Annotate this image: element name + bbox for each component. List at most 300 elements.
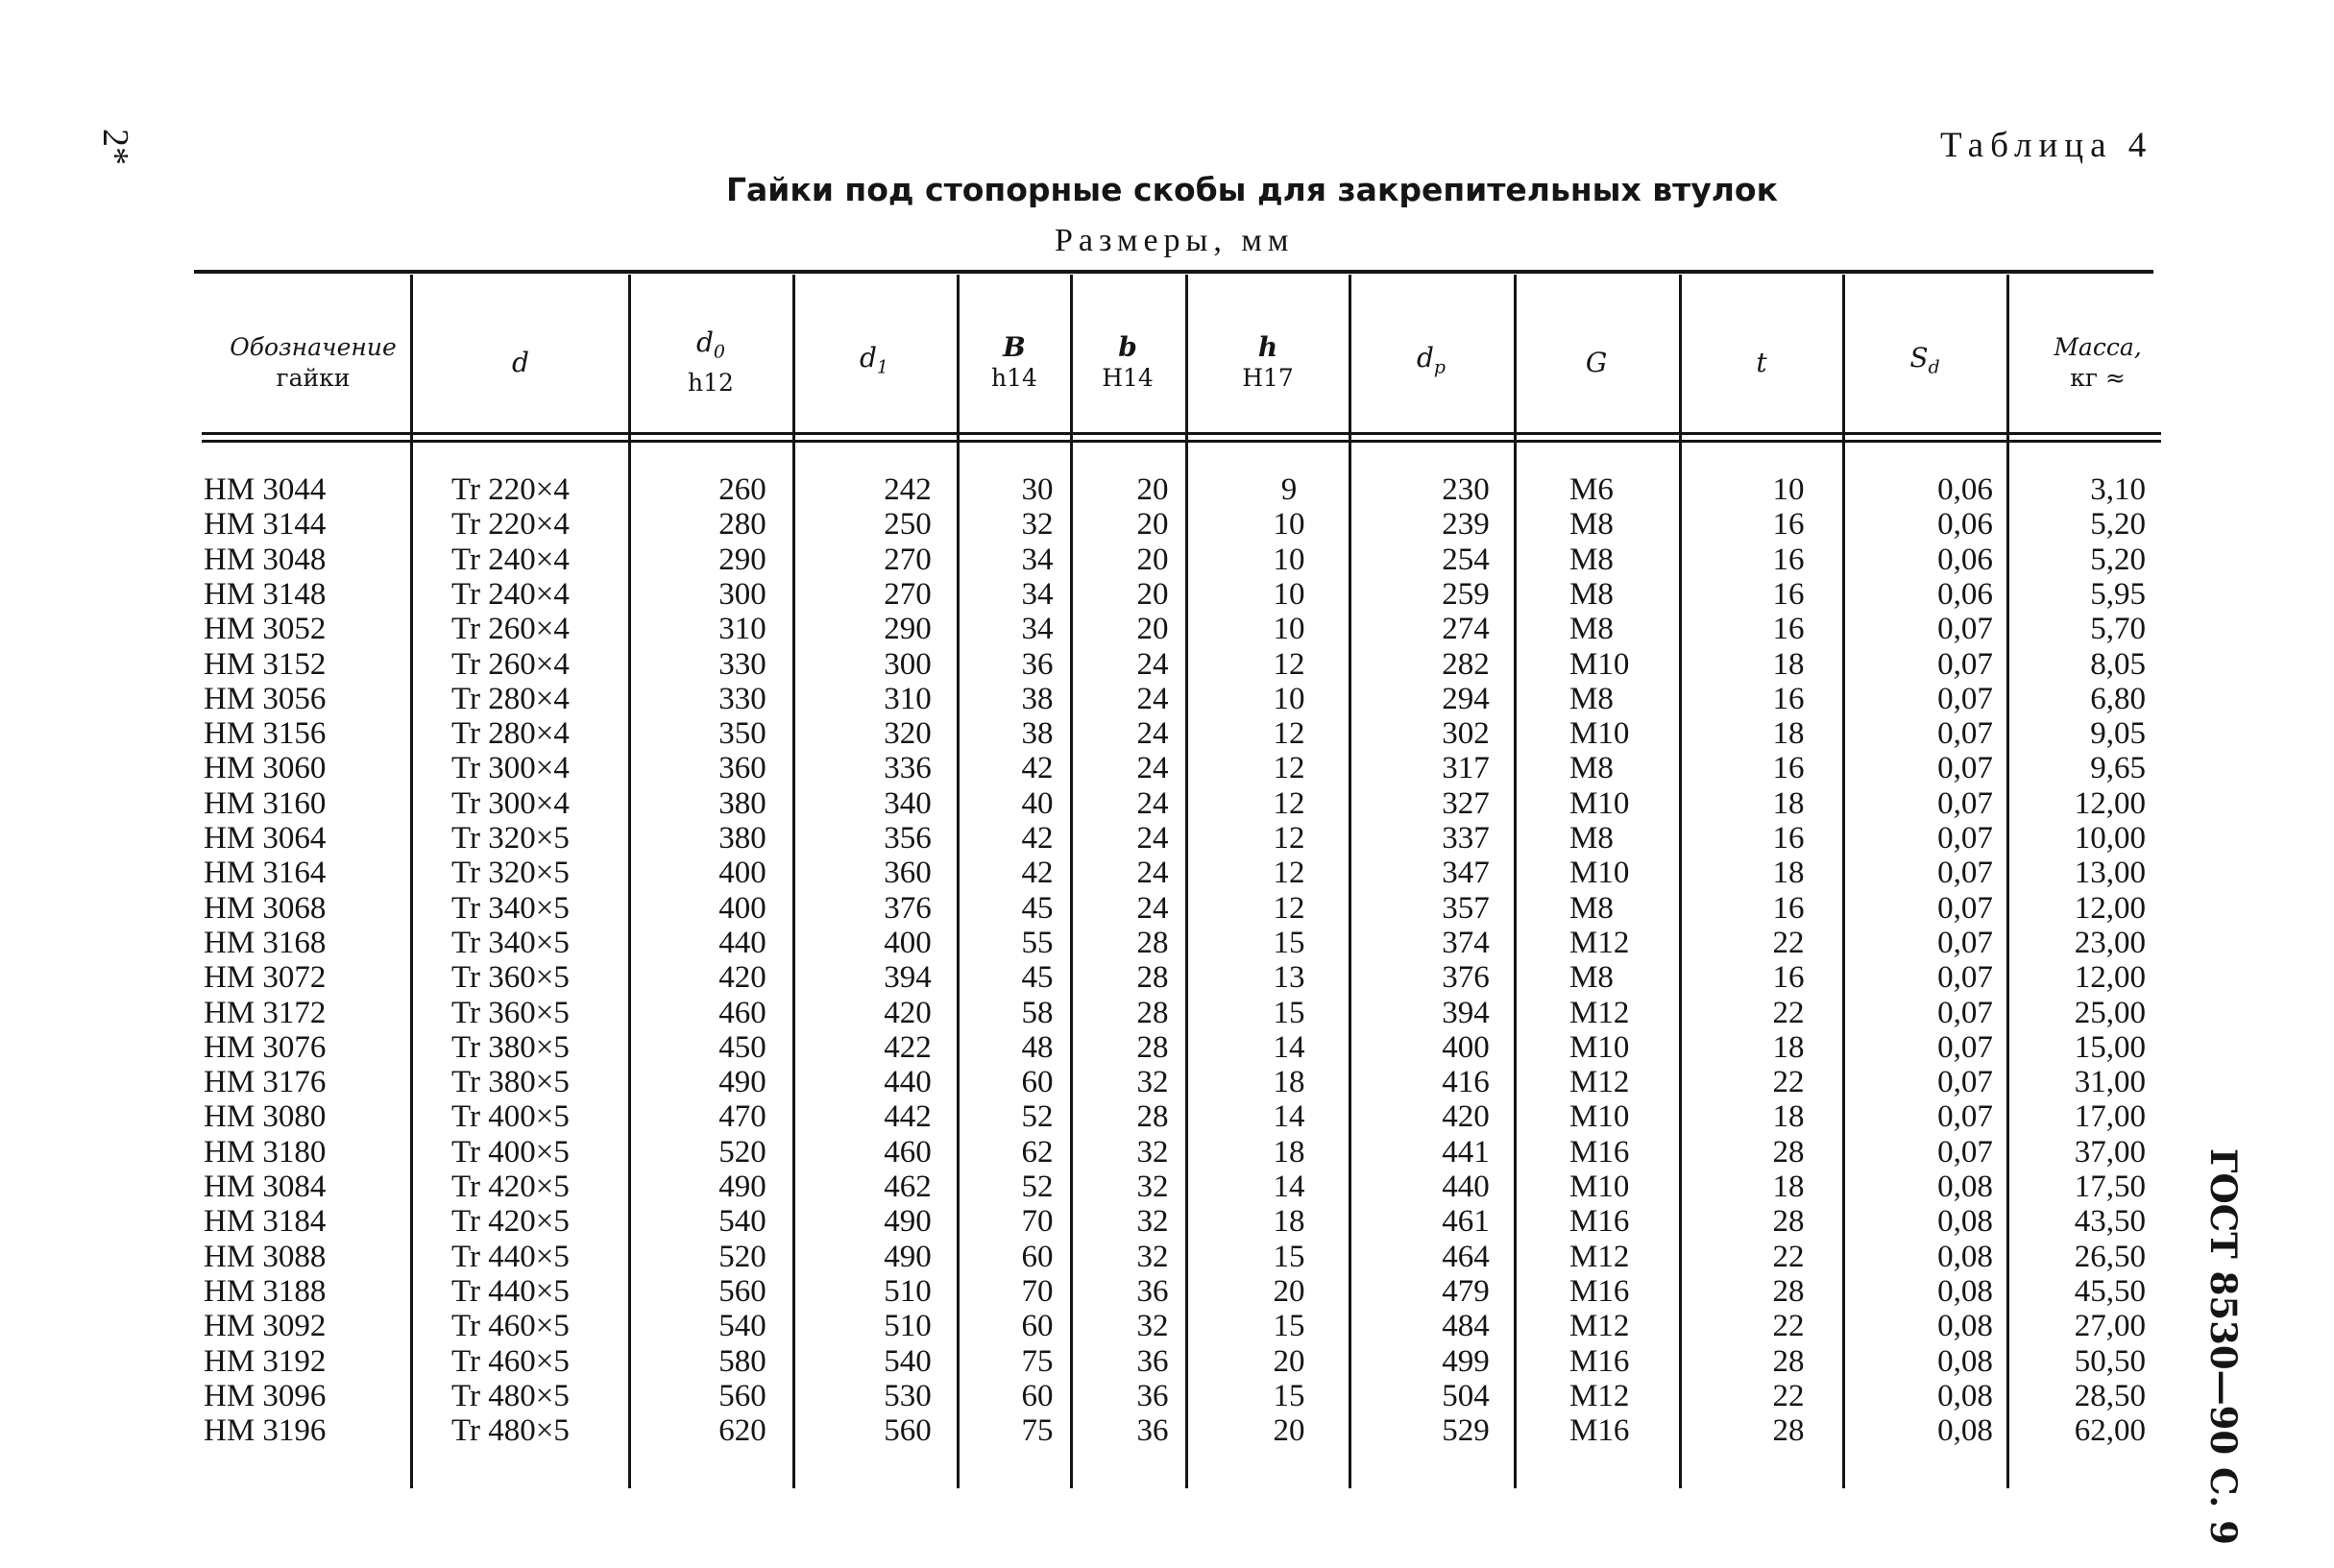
cell-B: 70 <box>1021 1204 1054 1240</box>
cell-mass: 5,95 <box>2090 576 2146 612</box>
cell-thread: Tr 300×4 <box>451 751 570 786</box>
cell-G: M12 <box>1569 1378 1630 1413</box>
cell-mass: 62,00 <box>2074 1413 2146 1449</box>
cell-mass: 50,50 <box>2074 1343 2146 1379</box>
cell-t: 16 <box>1772 507 1805 543</box>
units-caption: Размеры, мм <box>1055 223 1295 258</box>
cell-dp: 376 <box>1442 960 1490 996</box>
cell-thread: Tr 420×5 <box>451 1170 570 1204</box>
cell-Sd: 0,06 <box>1937 472 1993 507</box>
cell-d0: 300 <box>718 576 766 612</box>
cell-B: 45 <box>1021 960 1054 996</box>
cell-G: M6 <box>1569 472 1614 507</box>
cell-b: 28 <box>1136 1029 1169 1065</box>
table-number: Таблица 4 <box>1940 126 2153 165</box>
cell-B: 36 <box>1021 646 1054 682</box>
cell-mass: 5,70 <box>2090 612 2146 647</box>
cell-thread: Tr 440×5 <box>451 1239 570 1274</box>
header-rule-upper <box>202 432 2161 435</box>
cell-Sd: 0,07 <box>1937 890 1993 926</box>
cell-h: 12 <box>1273 646 1305 682</box>
cell-d0: 330 <box>718 681 766 716</box>
cell-Sd: 0,08 <box>1937 1413 1993 1449</box>
cell-dp: 461 <box>1442 1204 1490 1240</box>
cell-G: M10 <box>1569 1029 1630 1065</box>
header-thread <box>415 323 626 403</box>
cell-d0: 290 <box>718 542 766 577</box>
cell-Sd: 0,07 <box>1937 681 1993 716</box>
cell-Sd: 0,07 <box>1937 856 1993 891</box>
cell-d0: 520 <box>718 1239 766 1274</box>
cell-G: M10 <box>1569 1170 1630 1204</box>
cell-G: M8 <box>1569 542 1614 577</box>
cell-t: 28 <box>1772 1134 1805 1170</box>
cell-G: M10 <box>1569 856 1630 891</box>
cell-d0: 420 <box>718 960 766 996</box>
cell-h: 12 <box>1273 785 1305 821</box>
cell-t: 18 <box>1772 1099 1805 1135</box>
cell-thread: Tr 420×5 <box>451 1204 570 1240</box>
cell-Sd: 0,07 <box>1937 1134 1993 1170</box>
cell-mass: 15,00 <box>2074 1029 2146 1065</box>
cell-h: 12 <box>1273 890 1305 926</box>
cell-B: 52 <box>1021 1099 1054 1135</box>
cell-t: 28 <box>1772 1204 1805 1240</box>
cell-Sd: 0,08 <box>1937 1343 1993 1379</box>
cell-designation: НМ 3144 <box>204 507 327 543</box>
header-label: b <box>1118 331 1137 363</box>
cell-dp: 400 <box>1442 1029 1490 1065</box>
cell-B: 60 <box>1021 1239 1054 1274</box>
cell-d1: 420 <box>884 995 932 1030</box>
cell-t: 28 <box>1772 1343 1805 1379</box>
cell-B: 60 <box>1021 1378 1054 1413</box>
cell-dp: 357 <box>1442 890 1490 926</box>
cell-thread: Tr 340×5 <box>451 925 570 960</box>
cell-t: 18 <box>1772 716 1805 752</box>
cell-h: 14 <box>1273 1099 1305 1135</box>
cell-G: M12 <box>1569 1065 1630 1100</box>
cell-Sd: 0,07 <box>1937 1029 1993 1065</box>
header-label: d <box>1416 342 1434 374</box>
cell-G: M8 <box>1569 821 1614 856</box>
header-label: h <box>1257 331 1278 363</box>
header-label: Обозначение <box>230 333 397 361</box>
column-divider <box>628 275 631 1488</box>
cell-G: M16 <box>1569 1273 1630 1309</box>
cell-d1: 560 <box>884 1413 932 1449</box>
cell-thread: Tr 400×5 <box>451 1134 570 1170</box>
cell-mass: 23,00 <box>2074 925 2146 960</box>
cell-h: 12 <box>1273 856 1305 891</box>
cell-thread: Tr 480×5 <box>451 1413 570 1449</box>
cell-thread: Tr 240×4 <box>451 542 570 577</box>
cell-t: 22 <box>1772 925 1805 960</box>
cell-b: 20 <box>1136 542 1169 577</box>
cell-dp: 259 <box>1442 576 1490 612</box>
header-label: d <box>695 326 714 359</box>
cell-b: 24 <box>1136 716 1169 752</box>
cell-G: M8 <box>1569 681 1614 716</box>
cell-b: 24 <box>1136 751 1169 786</box>
cell-d0: 330 <box>718 646 766 682</box>
cell-Sd: 0,07 <box>1937 1065 1993 1100</box>
cell-B: 42 <box>1021 856 1054 891</box>
column-divider <box>410 275 413 1488</box>
header-designation <box>207 323 419 403</box>
cell-d0: 380 <box>718 821 766 856</box>
cell-designation: НМ 3072 <box>204 960 327 996</box>
header-sublabel: кг ≈ <box>2070 364 2126 392</box>
cell-h: 18 <box>1273 1204 1305 1240</box>
cell-Sd: 0,07 <box>1937 960 1993 996</box>
cell-designation: НМ 3080 <box>204 1099 327 1135</box>
header-label: Масса, <box>2054 333 2142 361</box>
cell-B: 42 <box>1021 751 1054 786</box>
header-sublabel: гайки <box>276 364 351 392</box>
cell-b: 36 <box>1136 1273 1169 1309</box>
cell-t: 28 <box>1772 1273 1805 1309</box>
cell-t: 18 <box>1772 1029 1805 1065</box>
cell-d0: 490 <box>718 1065 766 1100</box>
cell-thread: Tr 360×5 <box>451 960 570 996</box>
cell-thread: Tr 220×4 <box>451 507 570 543</box>
cell-d1: 310 <box>884 681 932 716</box>
cell-G: M16 <box>1569 1204 1630 1240</box>
cell-mass: 6,80 <box>2090 681 2146 716</box>
cell-Sd: 0,07 <box>1937 995 1993 1030</box>
cell-dp: 499 <box>1442 1343 1490 1379</box>
cell-thread: Tr 260×4 <box>451 646 570 682</box>
cell-h: 15 <box>1273 1378 1305 1413</box>
cell-B: 75 <box>1021 1413 1054 1449</box>
cell-t: 22 <box>1772 1309 1805 1344</box>
cell-d1: 394 <box>884 960 932 996</box>
cell-B: 60 <box>1021 1309 1054 1344</box>
cell-designation: НМ 3196 <box>204 1413 327 1449</box>
cell-B: 34 <box>1021 576 1054 612</box>
cell-d0: 490 <box>718 1170 766 1204</box>
cell-h: 18 <box>1273 1065 1305 1100</box>
cell-mass: 28,50 <box>2074 1378 2146 1413</box>
cell-t: 22 <box>1772 1378 1805 1413</box>
cell-h: 9 <box>1280 472 1298 507</box>
cell-d0: 360 <box>718 751 766 786</box>
cell-designation: НМ 3056 <box>204 681 327 716</box>
cell-B: 62 <box>1021 1134 1054 1170</box>
cell-d0: 540 <box>718 1309 766 1344</box>
cell-designation: НМ 3060 <box>204 751 327 786</box>
cell-t: 18 <box>1772 646 1805 682</box>
cell-dp: 394 <box>1442 995 1490 1030</box>
cell-t: 16 <box>1772 890 1805 926</box>
header-sublabel: h14 <box>991 364 1037 392</box>
cell-mass: 5,20 <box>2090 542 2146 577</box>
cell-thread: Tr 300×4 <box>451 785 570 821</box>
cell-b: 28 <box>1136 960 1169 996</box>
cell-B: 70 <box>1021 1273 1054 1309</box>
cell-Sd: 0,07 <box>1937 716 1993 752</box>
standard-side-label: ГОСТ 8530—90 С. 9 <box>2202 1148 2245 1545</box>
cell-b: 20 <box>1136 612 1169 647</box>
cell-mass: 27,00 <box>2074 1309 2146 1344</box>
cell-thread: Tr 440×5 <box>451 1273 570 1309</box>
cell-h: 10 <box>1273 612 1305 647</box>
cell-h: 13 <box>1273 960 1305 996</box>
cell-mass: 17,00 <box>2074 1099 2146 1135</box>
cell-designation: НМ 3160 <box>204 785 327 821</box>
cell-thread: Tr 340×5 <box>451 890 570 926</box>
cell-G: M12 <box>1569 925 1630 960</box>
cell-b: 24 <box>1136 856 1169 891</box>
cell-t: 16 <box>1772 681 1805 716</box>
cell-t: 10 <box>1772 472 1805 507</box>
cell-b: 36 <box>1136 1378 1169 1413</box>
cell-b: 36 <box>1136 1413 1169 1449</box>
cell-designation: НМ 3176 <box>204 1065 327 1100</box>
cell-G: M8 <box>1569 612 1614 647</box>
cell-designation: НМ 3068 <box>204 890 327 926</box>
cell-dp: 317 <box>1442 751 1490 786</box>
cell-dp: 230 <box>1442 472 1490 507</box>
cell-G: M10 <box>1569 1099 1630 1135</box>
cell-thread: Tr 400×5 <box>451 1099 570 1135</box>
cell-thread: Tr 240×4 <box>451 576 570 612</box>
cell-G: M10 <box>1569 785 1630 821</box>
cell-B: 40 <box>1021 785 1054 821</box>
cell-d0: 380 <box>718 785 766 821</box>
cell-t: 18 <box>1772 785 1805 821</box>
cell-h: 10 <box>1273 507 1305 543</box>
cell-dp: 294 <box>1442 681 1490 716</box>
cell-d0: 440 <box>718 925 766 960</box>
cell-b: 24 <box>1136 646 1169 682</box>
cell-dp: 484 <box>1442 1309 1490 1344</box>
cell-designation: НМ 3184 <box>204 1204 327 1240</box>
cell-h: 20 <box>1273 1273 1305 1309</box>
header-subscript: 1 <box>876 356 889 378</box>
cell-d0: 260 <box>718 472 766 507</box>
cell-B: 42 <box>1021 821 1054 856</box>
cell-d0: 280 <box>718 507 766 543</box>
cell-Sd: 0,07 <box>1937 785 1993 821</box>
cell-dp: 529 <box>1442 1413 1490 1449</box>
cell-b: 32 <box>1136 1134 1169 1170</box>
header-label: t <box>1756 347 1767 378</box>
cell-G: M8 <box>1569 507 1614 543</box>
cell-G: M10 <box>1569 716 1630 752</box>
cell-Sd: 0,08 <box>1937 1273 1993 1309</box>
cell-mass: 12,00 <box>2074 890 2146 926</box>
cell-mass: 17,50 <box>2074 1170 2146 1204</box>
cell-h: 15 <box>1273 995 1305 1030</box>
cell-t: 28 <box>1772 1413 1805 1449</box>
cell-G: M12 <box>1569 995 1630 1030</box>
cell-d1: 270 <box>884 576 932 612</box>
cell-dp: 464 <box>1442 1239 1490 1274</box>
cell-d1: 440 <box>884 1065 932 1100</box>
cell-t: 22 <box>1772 1239 1805 1274</box>
cell-h: 12 <box>1273 821 1305 856</box>
cell-thread: Tr 460×5 <box>451 1343 570 1379</box>
cell-Sd: 0,07 <box>1937 612 1993 647</box>
cell-B: 75 <box>1021 1343 1054 1379</box>
cell-h: 15 <box>1273 925 1305 960</box>
cell-designation: НМ 3168 <box>204 925 327 960</box>
header-subscript: d <box>1928 356 1940 378</box>
cell-b: 24 <box>1136 681 1169 716</box>
header-subscript: p <box>1433 356 1447 378</box>
cell-d1: 360 <box>884 856 932 891</box>
cell-G: M16 <box>1569 1413 1630 1449</box>
cell-mass: 12,00 <box>2074 960 2146 996</box>
cell-designation: НМ 3048 <box>204 542 327 577</box>
cell-designation: НМ 3044 <box>204 472 327 507</box>
cell-designation: НМ 3192 <box>204 1343 327 1379</box>
cell-designation: НМ 3088 <box>204 1239 327 1274</box>
cell-thread: Tr 380×5 <box>451 1065 570 1100</box>
cell-mass: 13,00 <box>2074 856 2146 891</box>
cell-d1: 490 <box>884 1204 932 1240</box>
header-label: d <box>512 347 529 378</box>
cell-G: M12 <box>1569 1239 1630 1274</box>
cell-G: M16 <box>1569 1343 1630 1379</box>
cell-h: 20 <box>1273 1413 1305 1449</box>
header-sublabel: H17 <box>1242 364 1294 392</box>
cell-d1: 422 <box>884 1029 932 1065</box>
cell-thread: Tr 480×5 <box>451 1378 570 1413</box>
header-rule-lower <box>202 440 2161 443</box>
cell-b: 32 <box>1136 1065 1169 1100</box>
cell-thread: Tr 260×4 <box>451 612 570 647</box>
cell-Sd: 0,07 <box>1937 925 1993 960</box>
header-subscript: 0 <box>713 341 726 363</box>
cell-b: 32 <box>1136 1204 1169 1240</box>
cell-dp: 337 <box>1442 821 1490 856</box>
cell-mass: 45,50 <box>2074 1273 2146 1309</box>
cell-G: M16 <box>1569 1134 1630 1170</box>
cell-mass: 8,05 <box>2090 646 2146 682</box>
cell-t: 16 <box>1772 542 1805 577</box>
cell-designation: НМ 3084 <box>204 1170 327 1204</box>
cell-thread: Tr 380×5 <box>451 1029 570 1065</box>
cell-designation: НМ 3076 <box>204 1029 327 1065</box>
cell-d1: 300 <box>884 646 932 682</box>
cell-mass: 43,50 <box>2074 1204 2146 1240</box>
cell-d1: 540 <box>884 1343 932 1379</box>
cell-dp: 440 <box>1442 1170 1490 1204</box>
cell-mass: 25,00 <box>2074 995 2146 1030</box>
cell-designation: НМ 3152 <box>204 646 327 682</box>
cell-b: 36 <box>1136 1343 1169 1379</box>
cell-G: M8 <box>1569 751 1614 786</box>
cell-G: M8 <box>1569 960 1614 996</box>
cell-Sd: 0,06 <box>1937 507 1993 543</box>
cell-B: 45 <box>1021 890 1054 926</box>
cell-dp: 416 <box>1442 1065 1490 1100</box>
cell-thread: Tr 220×4 <box>451 472 570 507</box>
cell-B: 32 <box>1021 507 1054 543</box>
cell-B: 52 <box>1021 1170 1054 1204</box>
cell-d0: 460 <box>718 995 766 1030</box>
cell-d1: 242 <box>884 472 932 507</box>
cell-b: 32 <box>1136 1309 1169 1344</box>
cell-designation: НМ 3180 <box>204 1134 327 1170</box>
cell-b: 24 <box>1136 785 1169 821</box>
cell-d1: 320 <box>884 716 932 752</box>
cell-b: 24 <box>1136 821 1169 856</box>
cell-d1: 442 <box>884 1099 932 1135</box>
cell-dp: 274 <box>1442 612 1490 647</box>
cell-h: 10 <box>1273 681 1305 716</box>
cell-dp: 479 <box>1442 1273 1490 1309</box>
header-sublabel: h12 <box>688 368 734 397</box>
cell-B: 34 <box>1021 542 1054 577</box>
cell-b: 24 <box>1136 890 1169 926</box>
cell-B: 34 <box>1021 612 1054 647</box>
cell-dp: 504 <box>1442 1378 1490 1413</box>
cell-d1: 250 <box>884 507 932 543</box>
cell-t: 22 <box>1772 1065 1805 1100</box>
cell-dp: 374 <box>1442 925 1490 960</box>
cell-d0: 310 <box>718 612 766 647</box>
cell-h: 15 <box>1273 1239 1305 1274</box>
cell-mass: 12,00 <box>2074 785 2146 821</box>
cell-t: 16 <box>1772 612 1805 647</box>
cell-designation: НМ 3096 <box>204 1378 327 1413</box>
cell-d1: 460 <box>884 1134 932 1170</box>
cell-h: 18 <box>1273 1134 1305 1170</box>
cell-mass: 37,00 <box>2074 1134 2146 1170</box>
cell-B: 58 <box>1021 995 1054 1030</box>
cell-d0: 560 <box>718 1378 766 1413</box>
cell-mass: 9,65 <box>2090 751 2146 786</box>
cell-dp: 441 <box>1442 1134 1490 1170</box>
cell-Sd: 0,07 <box>1937 1099 1993 1135</box>
cell-designation: НМ 3156 <box>204 716 327 752</box>
cell-dp: 239 <box>1442 507 1490 543</box>
cell-dp: 302 <box>1442 716 1490 752</box>
cell-Sd: 0,07 <box>1937 751 1993 786</box>
cell-d0: 520 <box>718 1134 766 1170</box>
cell-Sd: 0,06 <box>1937 576 1993 612</box>
cell-b: 32 <box>1136 1239 1169 1274</box>
cell-Sd: 0,08 <box>1937 1378 1993 1413</box>
cell-designation: НМ 3092 <box>204 1309 327 1344</box>
cell-dp: 282 <box>1442 646 1490 682</box>
cell-Sd: 0,07 <box>1937 821 1993 856</box>
cell-t: 18 <box>1772 1170 1805 1204</box>
header-mass <box>1992 323 2203 403</box>
cell-t: 16 <box>1772 821 1805 856</box>
cell-Sd: 0,08 <box>1937 1170 1993 1204</box>
header-sublabel: H14 <box>1102 364 1154 392</box>
cell-b: 32 <box>1136 1170 1169 1204</box>
cell-Sd: 0,07 <box>1937 646 1993 682</box>
cell-thread: Tr 280×4 <box>451 681 570 716</box>
cell-t: 16 <box>1772 576 1805 612</box>
cell-h: 14 <box>1273 1170 1305 1204</box>
cell-thread: Tr 280×4 <box>451 716 570 752</box>
cell-t: 16 <box>1772 960 1805 996</box>
cell-h: 10 <box>1273 576 1305 612</box>
cell-b: 28 <box>1136 925 1169 960</box>
cell-d0: 470 <box>718 1099 766 1135</box>
cell-h: 12 <box>1273 751 1305 786</box>
cell-b: 20 <box>1136 576 1169 612</box>
header-label: S <box>1909 342 1929 374</box>
cell-B: 38 <box>1021 716 1054 752</box>
